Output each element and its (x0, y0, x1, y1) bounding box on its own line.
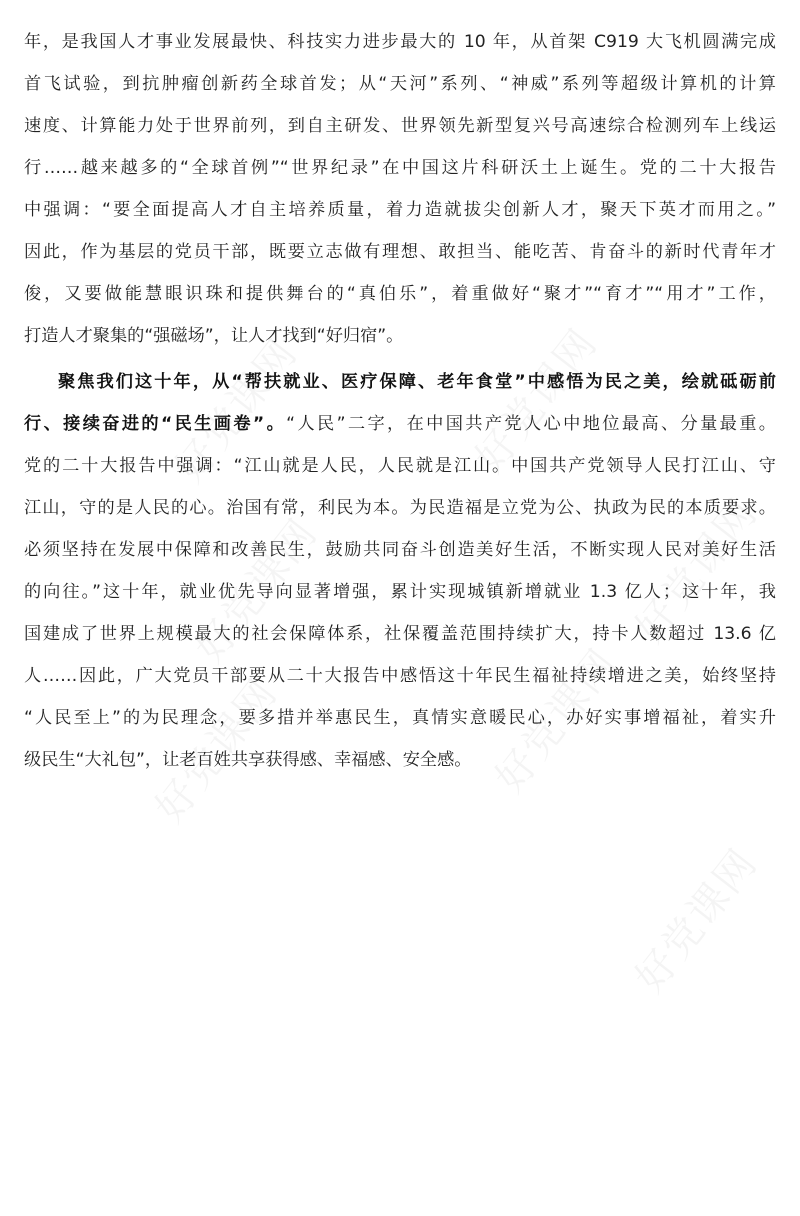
bold-heading-end: 行、接续奋进的“民生画卷”。 (24, 414, 287, 434)
text-line: 俊，又要做能慧眼识珠和提供舞台的“真伯乐”，着重做好“聚才”“育才”“用才”工作， (24, 284, 776, 304)
text-line: 江山，守的是人民的心。治国有常，利民为本。为民造福是立党为公、执政为民的本质要求。 (24, 498, 776, 518)
text-line: 党的二十大报告中强调：“江山就是人民，人民就是江山。中国共产党领导人民打江山、守 (24, 456, 776, 476)
text-line: 首飞试验，到抗肿瘤创新药全球首发；从“天河”系列、“神威”系列等超级计算机的计算 (24, 74, 776, 94)
document-page (24, 21, 776, 781)
text-line: “人民至上”的为民理念，要多措并举惠民生，真情实意暖民心，办好实事增福祉，着实升 (24, 708, 776, 728)
text-span: “人民”二字，在中国共产党人心中地位最高、分量最重。 (286, 414, 776, 434)
watermark-text (620, 835, 768, 1002)
text-line: 速度、计算能力处于世界前列，到自主研发、世界领先新型复兴号高速综合检测列车上线运 (24, 116, 776, 136)
text-line: 必须坚持在发展中保障和改善民生，鼓励共同奋斗创造美好生活，不断实现人民对美好生活 (24, 540, 776, 560)
text-line: 年，是我国人才事业发展最快、科技实力进步最大的 10 年，从首架 C919 大飞机圆满完成 (24, 32, 776, 52)
text-line: 因此，作为基层的党员干部，既要立志做有理想、敢担当、能吃苦、肯奋斗的新时代青年才 (24, 242, 776, 262)
text-line: 打造人才聚集的“强磁场”，让人才找到“好归宿”。 (24, 326, 404, 346)
bold-heading-line: 聚焦我们这十年，从“帮扶就业、医疗保障、老年食堂”中感悟为民之美，绘就砥砺前 (58, 372, 776, 392)
paragraph-talent (24, 21, 776, 357)
text-line: 中强调：“要全面提高人才自主培养质量，着力造就拔尖创新人才，聚天下英才而用之。” (24, 200, 776, 220)
mixed-line (24, 403, 776, 445)
text-line: 的向往。”这十年，就业优先导向显著增强，累计实现城镇新增就业 1.3 亿人；这十年，我 (24, 582, 776, 602)
paragraph-livelihood (24, 361, 776, 781)
text-line: 人……因此，广大党员干部要从二十大报告中感悟这十年民生福祉持续增进之美，始终坚持 (24, 666, 776, 686)
text-line: 级民生“大礼包”，让老百姓共享获得感、幸福感、安全感。 (24, 750, 472, 770)
text-line: 行……越来越多的“全球首例”“世界纪录”在中国这片科研沃土上诞生。党的二十大报告 (24, 158, 776, 178)
text-line: 国建成了世界上规模最大的社会保障体系，社保覆盖范围持续扩大，持卡人数超过 13.6 亿 (24, 624, 776, 644)
